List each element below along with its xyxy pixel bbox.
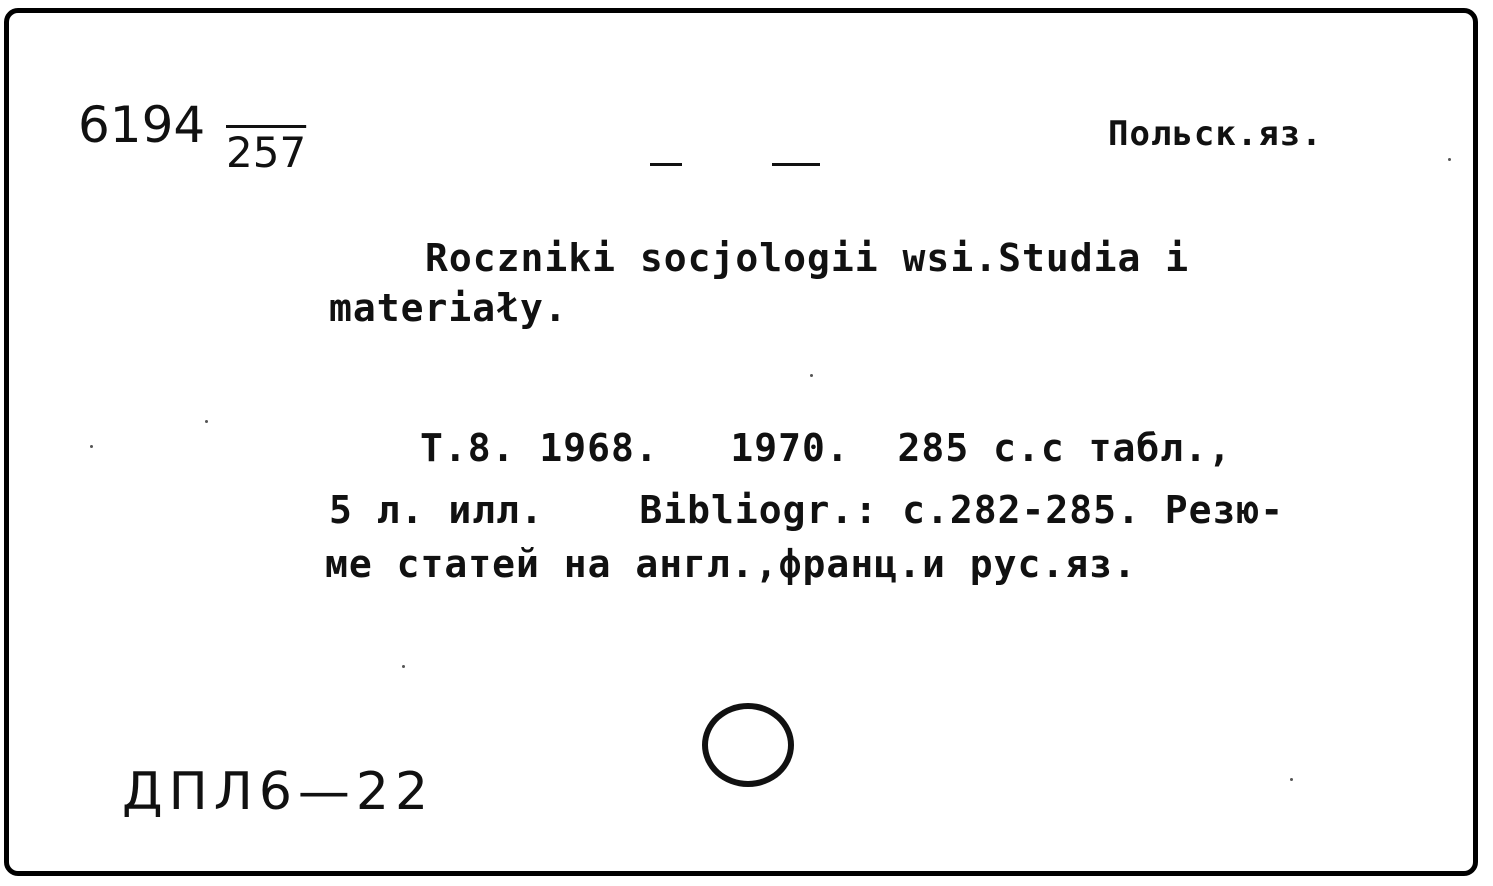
scan-speck bbox=[1448, 158, 1451, 161]
separator-dash bbox=[650, 163, 682, 166]
call-number-sub: 257 bbox=[226, 128, 307, 177]
scan-speck bbox=[205, 420, 208, 423]
description-line-2: 5 л. илл. Bibliogr.: с.282-285. Резю- bbox=[329, 488, 1285, 532]
shelf-mark: ДПЛ6—22 bbox=[122, 762, 435, 822]
scan-speck bbox=[810, 374, 813, 377]
title-line-2: materiały. bbox=[329, 286, 568, 330]
scan-speck bbox=[1290, 778, 1293, 781]
language-label: Польск.яз. bbox=[1108, 114, 1323, 154]
call-number-main: 6194 bbox=[78, 96, 206, 154]
punch-hole-icon bbox=[702, 703, 794, 787]
description-line-1: T.8. 1968. 1970. 285 с.с табл., bbox=[420, 426, 1232, 470]
description-line-3: ме статей на англ.,франц.и рус.яз. bbox=[325, 542, 1137, 586]
separator-dash bbox=[772, 163, 820, 166]
scan-speck bbox=[90, 445, 93, 448]
scan-speck bbox=[402, 665, 405, 668]
title-line-1: Roczniki socjologii wsi.Studia i bbox=[425, 236, 1190, 280]
